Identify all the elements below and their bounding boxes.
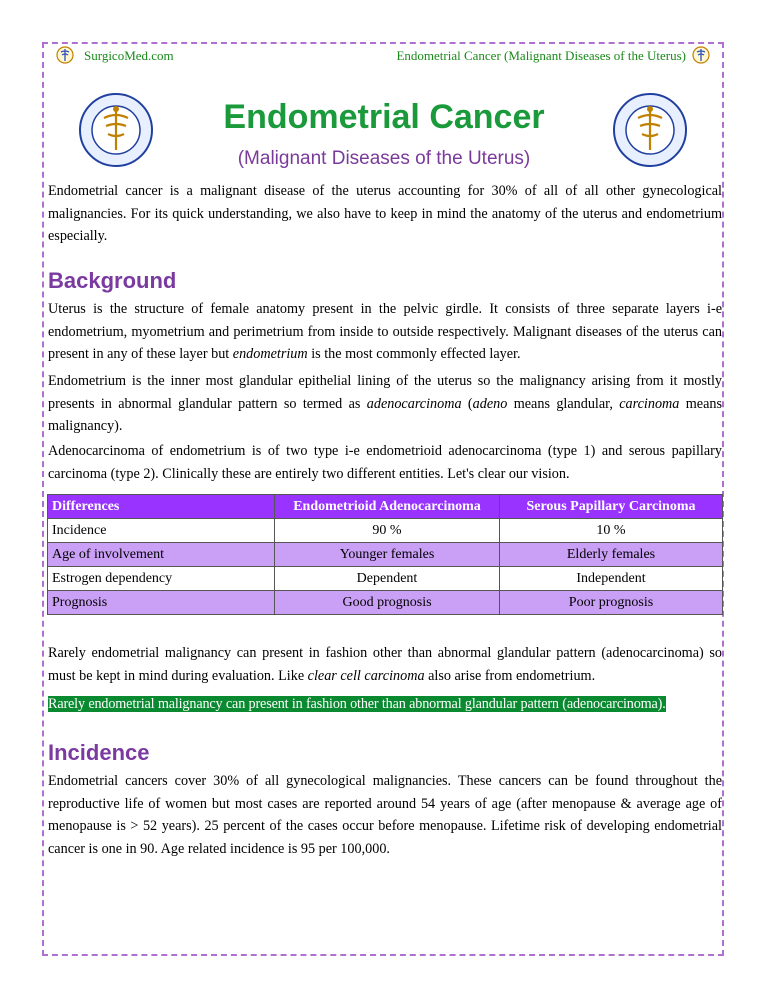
rare-paragraph: Rarely endometrial malignancy can present in fashion other than abnormal glandular pattern (adenocarcinoma) so must be kept in mind during evaluation. Like clear cell carcinoma also arise from endometrium. — [48, 645, 722, 684]
table-cell: Estrogen dependency — [48, 567, 275, 591]
incidence-paragraph: Endometrial cancers cover 30% of all gynecological malignancies. These cancers can be found throughout the reproductive life of women but most cases are reported around 54 years of age (after menopause & average age of menopause is > 52 years). 25 percent of the cases occur before menopause. Lifetime risk of developing endometrial cancer is one in 90. Age related incidence is 95 per 100,000. — [48, 773, 722, 857]
table-cell: Poor prognosis — [500, 591, 723, 615]
site-name: SurgicoMed.com — [84, 48, 174, 63]
table-cell: Dependent — [275, 567, 500, 591]
table-row — [48, 543, 723, 567]
table-header-row — [48, 495, 723, 519]
table-row — [48, 591, 723, 615]
highlighted-note — [48, 693, 722, 716]
table-cell: 90 % — [275, 519, 500, 543]
table-cell: Incidence — [48, 519, 275, 543]
table-header-cell: Serous Papillary Carcinoma — [500, 495, 723, 519]
caduceus-icon — [56, 46, 74, 64]
table-cell: Good prognosis — [275, 591, 500, 615]
intro-paragraph: Endometrial cancer is a malignant disease of the uterus accounting for 30% of all of all other gynecological malignancies. For its quick understanding, we also have to keep in mind the anatomy of the uterus and endometrium especially. — [48, 183, 722, 244]
table-cell: Independent — [500, 567, 723, 591]
table-cell: Younger females — [275, 543, 500, 567]
table-cell: Prognosis — [48, 591, 275, 615]
table-cell: Age of involvement — [48, 543, 275, 567]
highlight-text: Rarely endometrial malignancy can present in fashion other than abnormal glandular pattern (adenocarcinoma). — [48, 696, 666, 712]
caduceus-icon — [692, 46, 710, 64]
incidence-heading: Incidence — [48, 740, 150, 765]
header-title: Endometrial Cancer (Malignant Diseases of the Uterus) — [396, 48, 686, 63]
table-cell: Elderly females — [500, 543, 723, 567]
table-cell: 10 % — [500, 519, 723, 543]
table-header-cell: Differences — [48, 495, 275, 519]
differences-table — [47, 494, 723, 615]
background-paragraph-2: Endometrium is the inner most glandular epithelial lining of the uterus so the malignancy arising from it mostly presents in abnormal glandular pattern so termed as adenocarcinoma (adeno means glandular, carcinoma means malignancy). — [48, 373, 722, 434]
background-paragraph-3: Adenocarcinoma of endometrium is of two type i-e endometrioid adenocarcinoma (type 1) and serous papillary carcinoma (type 2). Clinically these are entirely two different entities. Let's clear our vision. — [48, 443, 722, 482]
table-header-cell: Endometrioid Adenocarcinoma — [275, 495, 500, 519]
background-paragraph-1: Uterus is the structure of female anatomy present in the pelvic girdle. It consists of three separate layers i-e endometrium, myometrium and perimetrium from inside to outside respectively. Malignant diseases of the uterus can present in any of these layer but endometrium is the most commonly effected layer. — [48, 301, 722, 362]
background-heading: Background — [48, 268, 177, 293]
document-subtitle: (Malignant Diseases of the Uterus) — [237, 148, 531, 169]
running-header — [46, 44, 720, 68]
document-title: Endometrial Cancer — [223, 98, 545, 136]
table-row — [48, 567, 723, 591]
table-row — [48, 519, 723, 543]
